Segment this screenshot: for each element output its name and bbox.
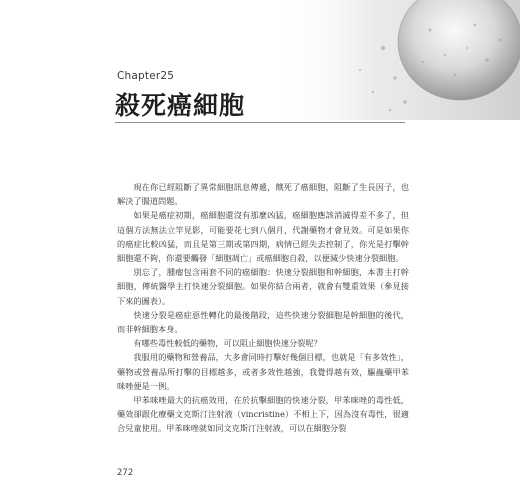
paragraph: 快速分裂是癌症惡性轉化的最後階段，這些快速分裂細胞是幹細胞的後代，而非幹細胞本身。 bbox=[117, 309, 409, 335]
paragraph: 有哪些毒性較低的藥物，可以阻止細胞快速分裂呢？ bbox=[133, 338, 322, 349]
paragraph: 我服用的藥物和營養品，大多會同時打擊好幾個目標，也就是「有多效性」，藥物或營養品所打擊的目標越多，或者多效性越強，我覺得越有效，驅蟲藥甲苯咪唑便是一例。 bbox=[117, 352, 409, 391]
title-divider bbox=[115, 122, 405, 123]
chapter-label: Chapter25 bbox=[117, 70, 175, 82]
page-number: 272 bbox=[117, 468, 134, 478]
chapter-title: 殺死癌細胞 bbox=[115, 91, 246, 120]
paragraph: 別忘了，腫瘤包含兩套不同的癌細胞：快速分裂細胞和幹細胞，本書主打幹細胞，傳統醫學主打快速分裂細胞。如果你結合兩者，就會有雙重效果（參見接下來的圖表）。 bbox=[117, 267, 409, 306]
body-text bbox=[117, 180, 409, 436]
paragraph: 甲苯咪唑最大的抗癌效用，在於抗擊細胞的快速分裂，甲苯咪唑的毒性低，藥效卻跟化療藥文克斯汀注射液（vincristine）不相上下，因為沒有毒性，很適合兒童使用。甲苯咪唑就如同文克斯汀注射液，可以在細胞分裂 bbox=[117, 395, 409, 434]
paragraph: 如果是癌症初期，癌細胞還沒有那麼凶猛，癌細胞應該消滅得差不多了，但這個方法無法立竿見影，可能要花七到八個月，代謝藥物才會見效。可是如果你的癌症比較凶猛，而且是第三期或第四期，病情已經失去控制了，你光是打擊幹細胞還不夠，你還要觸發「細胞凋亡」或癌細胞自殺，以便減少快速分裂細胞。 bbox=[117, 210, 409, 264]
paragraph: 現在你已經阻斷了異常細胞訊息傳遞，餓死了癌細胞，阻斷了生長因子，也解決了腸道問題。 bbox=[117, 182, 409, 207]
cancer-cell-illustration bbox=[255, 0, 520, 120]
